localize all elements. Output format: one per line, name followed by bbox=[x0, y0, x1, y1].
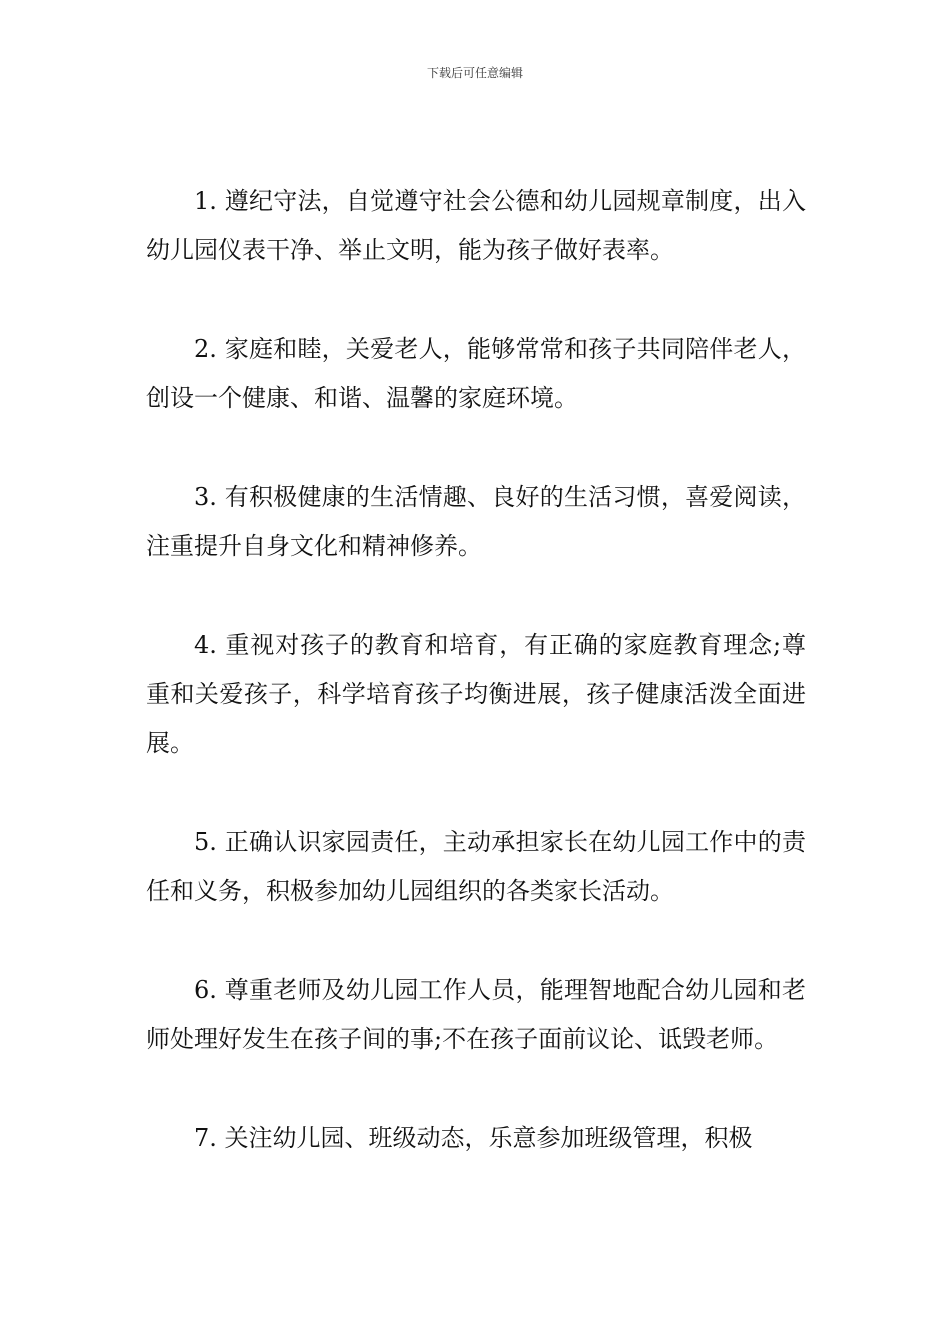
paragraph-3: 3. 有积极健康的生活情趣、良好的生活习惯，喜爱阅读，注重提升自身文化和精神修养。 bbox=[146, 483, 806, 560]
paragraph-1: 1. 遵纪守法，自觉遵守社会公德和幼儿园规章制度，出入幼儿园仪表干净、举止文明，能为孩子做好表率。 bbox=[146, 187, 806, 264]
paragraph-7: 7. 关注幼儿园、班级动态，乐意参加班级管理，积极 bbox=[194, 1124, 753, 1152]
paragraph-6: 6. 尊重老师及幼儿园工作人员，能理智地配合幼儿园和老师处理好发生在孩子间的事;不在孩子面前议论、诋毁老师。 bbox=[146, 976, 806, 1053]
paragraph-2: 2. 家庭和睦，关爱老人，能够常常和孩子共同陪伴老人，创设一个健康、和谐、温馨的家庭环境。 bbox=[146, 335, 806, 412]
paragraph-5: 5. 正确认识家园责任，主动承担家长在幼儿园工作中的责任和义务，积极参加幼儿园组织的各类家长活动。 bbox=[146, 828, 806, 905]
document-body bbox=[146, 177, 806, 1213]
page-header: 下载后可任意编辑 bbox=[426, 66, 523, 80]
paragraph-4: 4. 重视对孩子的教育和培育，有正确的家庭教育理念;尊重和关爱孩子，科学培育孩子均衡进展，孩子健康活泼全面进展。 bbox=[146, 631, 806, 757]
